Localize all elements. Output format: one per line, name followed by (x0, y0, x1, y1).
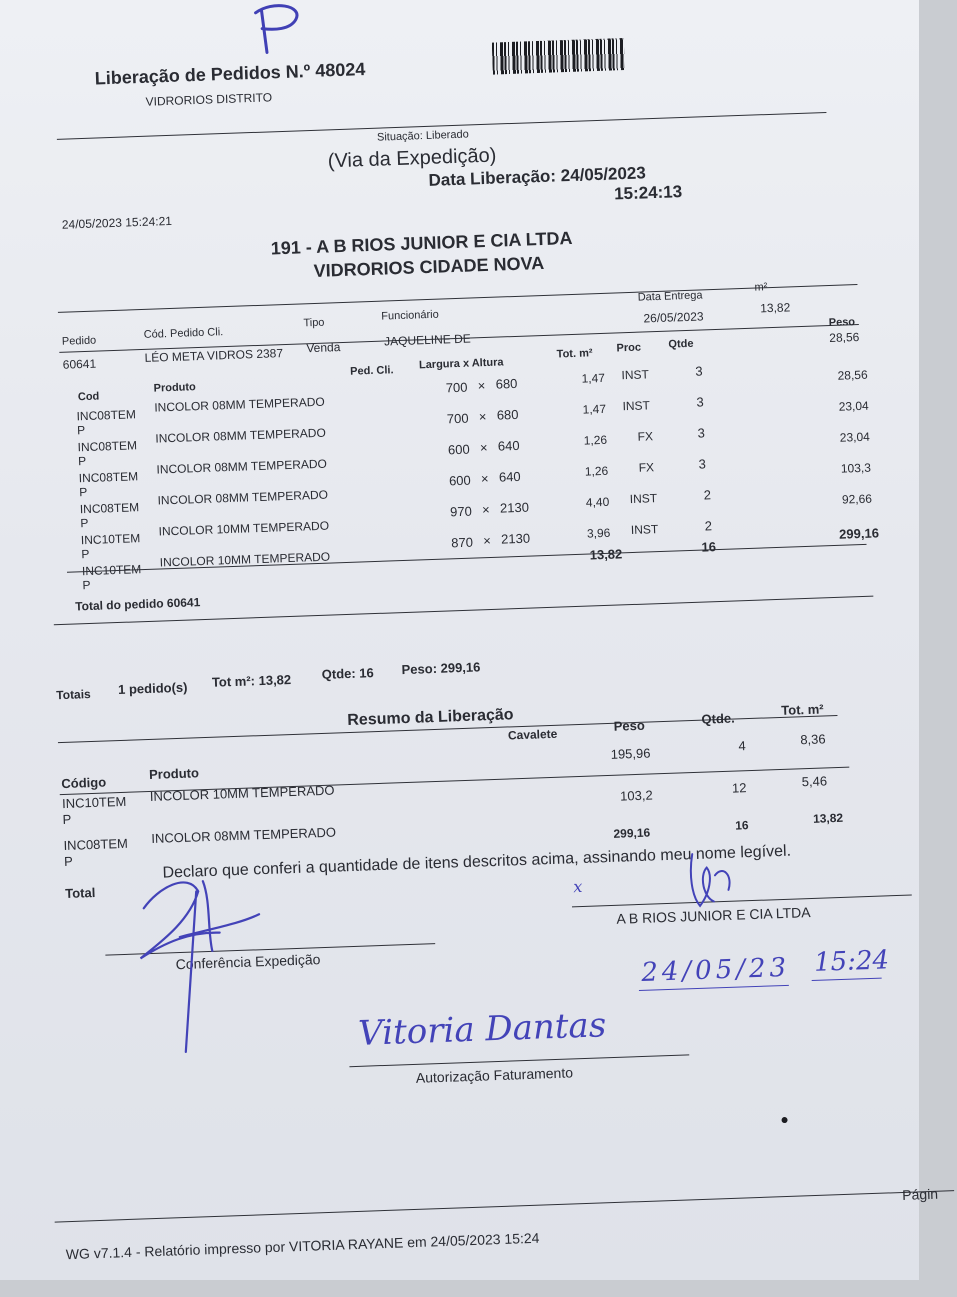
item-produto: INCOLOR 08MM TEMPERADO (157, 487, 329, 508)
item-produto: INCOLOR 10MM TEMPERADO (158, 518, 330, 539)
item-produto: INCOLOR 08MM TEMPERADO (154, 394, 325, 415)
item-tot-m2: 4,40 (585, 494, 610, 510)
resumo-col-tot-m2: Tot. m² (780, 701, 824, 718)
item-tot-m2: 1,26 (583, 432, 608, 448)
item-altura: 640 (498, 468, 521, 485)
items-total-m2: 13,82 (589, 546, 623, 563)
item-cod-suffix: P (76, 423, 86, 438)
order-tipo: Venda (306, 340, 341, 356)
col-cod: Cod (77, 390, 100, 404)
resumo-col-produto: Produto (148, 765, 200, 783)
label-data-entrega: Data Entrega (637, 289, 703, 304)
company-name: VIDRORIOS DISTRITO (145, 90, 273, 109)
item-dim-sep: × (479, 440, 488, 456)
item-largura: 970 (449, 503, 473, 520)
handwritten-time: 15:24 (813, 945, 890, 978)
item-cod: INC08TEM (76, 407, 137, 424)
time-underline (812, 978, 882, 981)
item-altura: 680 (496, 406, 519, 423)
handwritten-date: 24/05/23 (640, 952, 791, 988)
resumo-codigo: INC08TEM (63, 835, 129, 854)
totals-qtde: Qtde: 16 (321, 665, 374, 682)
via-text: (Via da Expedição) (327, 144, 497, 173)
resumo-tot-m2: 5,46 (801, 773, 828, 790)
item-cod-suffix: P (81, 546, 90, 562)
col-proc: Proc (616, 341, 642, 355)
item-peso: 23,04 (839, 429, 871, 445)
item-qtde: 2 (703, 487, 712, 503)
item-dim-sep: × (480, 470, 489, 487)
item-dim-sep: × (477, 378, 486, 394)
item-produto: INCOLOR 08MM TEMPERADO (155, 425, 327, 446)
release-time: 15:24:13 (613, 182, 683, 204)
totals-label: Totais (56, 687, 91, 703)
order-pedido: 60641 (62, 356, 97, 372)
item-tot-m2: 1,47 (582, 401, 607, 417)
item-cod: INC08TEM (77, 438, 138, 455)
item-peso: 28,56 (837, 367, 868, 383)
item-largura: 600 (447, 441, 470, 458)
totals-peso: Peso: 299,16 (401, 659, 481, 678)
item-cod: INC10TEM (81, 562, 142, 579)
resumo-peso: 103,2 (619, 787, 653, 804)
item-qtde: 2 (704, 518, 713, 534)
handwritten-x: x (572, 876, 583, 897)
label-m2: m² (754, 281, 768, 294)
item-qtde: 3 (698, 456, 707, 472)
col-tot-m2: Tot. m² (556, 347, 593, 361)
signature-conferencia (117, 858, 304, 1064)
handwritten-p-mark (247, 1, 309, 58)
item-altura: 640 (497, 437, 520, 454)
item-proc: FX (638, 460, 655, 475)
item-cod-suffix: P (82, 577, 91, 593)
item-qtde: 3 (696, 394, 704, 410)
col-dimensions: Largura x Altura (418, 356, 504, 372)
resumo-tot-m2: 8,36 (800, 731, 826, 748)
resumo-total-qtde: 16 (735, 818, 749, 833)
declaration-text: Declaro que conferi a quantidade de itens descritos acima, assinando meu nome legível. (162, 842, 792, 882)
order-peso: 28,56 (829, 329, 860, 346)
items-total-qtde: 16 (701, 539, 717, 555)
item-tot-m2: 1,47 (581, 370, 606, 386)
order-total-label: Total do pedido 60641 (74, 595, 201, 614)
item-dim-sep: × (481, 501, 490, 518)
resumo-qtde: 12 (731, 780, 747, 796)
label-autorizacao: Autorização Faturamento (415, 1064, 574, 1086)
item-peso: 23,04 (838, 398, 869, 414)
item-largura: 700 (445, 379, 468, 396)
resumo-total-label: Total (64, 884, 96, 902)
label-peso: Peso (828, 316, 856, 330)
label-funcionario: Funcionário (381, 308, 439, 323)
label-cod-pedido-cli: Cód. Pedido Cli. (143, 326, 224, 341)
release-date: Data Liberação: 24/05/2023 (428, 163, 647, 190)
footer-divider (55, 1190, 954, 1222)
item-cod-suffix: P (78, 485, 88, 500)
item-cod: INC08TEM (78, 469, 139, 486)
resumo-peso: 195,96 (610, 745, 651, 762)
ink-dot (781, 1117, 787, 1123)
item-cod: INC08TEM (79, 500, 140, 517)
signature-company (562, 844, 754, 921)
item-largura: 700 (446, 410, 469, 427)
item-tot-m2: 1,26 (584, 463, 609, 479)
item-proc: FX (637, 429, 654, 444)
totals-m2: Tot m²: 13,82 (211, 672, 292, 690)
item-qtde: 3 (697, 425, 706, 441)
footer-printed-by: WG v7.1.4 - Relatório impresso por VITORIA RAYANE em 24/05/2023 15:24 (65, 1229, 540, 1263)
resumo-codigo: INC10TEM (61, 793, 127, 812)
order-funcionario: JAQUELINE DE (383, 331, 472, 349)
item-altura: 680 (495, 375, 518, 392)
label-company-signature: A B RIOS JUNIOR E CIA LTDA (616, 904, 811, 927)
item-altura: 2130 (500, 530, 531, 547)
item-proc: INST (630, 522, 659, 538)
item-tot-m2: 3,96 (586, 525, 611, 541)
item-produto: INCOLOR 10MM TEMPERADO (159, 549, 331, 570)
col-qtde: Qtde (668, 337, 694, 351)
resumo-total-m2: 13,82 (812, 810, 844, 826)
item-peso: 92,66 (841, 491, 873, 507)
resumo-qtde: 4 (738, 738, 746, 754)
resumo-total-peso: 299,16 (613, 825, 651, 841)
resumo-codigo-suffix: P (62, 811, 72, 828)
resumo-produto: INCOLOR 10MM TEMPERADO (149, 782, 335, 804)
col-produto: Produto (153, 381, 197, 395)
client-store: VIDRORIOS CIDADE NOVA (313, 252, 545, 281)
col-ped-cli: Ped. Cli. (349, 364, 394, 378)
item-peso: 103,3 (840, 460, 872, 476)
signature-autorizacao: Vitoria Dantas (357, 1005, 607, 1054)
item-proc: INST (622, 398, 651, 414)
item-cod-suffix: P (77, 454, 87, 469)
item-cod-suffix: P (80, 515, 89, 531)
label-conferencia: Conferência Expedição (175, 951, 321, 973)
status-text: Situação: Liberado (376, 128, 469, 144)
item-produto: INCOLOR 08MM TEMPERADO (156, 456, 328, 477)
resumo-codigo-suffix: P (63, 853, 74, 870)
item-dim-sep: × (482, 532, 492, 549)
item-cod: INC10TEM (80, 531, 141, 548)
resumo-title: Resumo da Liberação (347, 706, 514, 730)
footer-page: Págin (901, 1185, 939, 1203)
resumo-col-cavalete: Cavalete (507, 726, 558, 743)
item-dim-sep: × (478, 409, 487, 425)
order-cod-pedido-cli: LÉO META VIDROS 2387 (144, 346, 284, 365)
item-qtde: 3 (695, 363, 703, 379)
order-m2: 13,82 (759, 300, 791, 316)
page-title: Liberação de Pedidos N.º 48024 (94, 59, 366, 89)
order-data-entrega: 26/05/2023 (643, 309, 704, 326)
resumo-col-peso: Peso (613, 717, 646, 734)
client-name: 191 - A B RIOS JUNIOR E CIA LTDA (270, 227, 573, 259)
item-proc: INST (629, 491, 658, 507)
resumo-col-codigo: Código (61, 774, 107, 792)
item-largura: 600 (448, 472, 471, 489)
item-altura: 2130 (499, 499, 530, 516)
items-total-peso: 299,16 (838, 525, 880, 542)
resumo-produto: INCOLOR 08MM TEMPERADO (151, 824, 337, 846)
print-datetime: 24/05/2023 15:24:21 (61, 213, 173, 232)
label-tipo: Tipo (303, 316, 325, 330)
label-pedido: Pedido (61, 334, 97, 348)
item-largura: 870 (450, 534, 474, 551)
totals-pedidos: 1 pedido(s) (117, 679, 188, 698)
resumo-col-qtde: Qtde. (701, 710, 735, 727)
item-proc: INST (621, 367, 650, 383)
barcode (492, 38, 625, 75)
